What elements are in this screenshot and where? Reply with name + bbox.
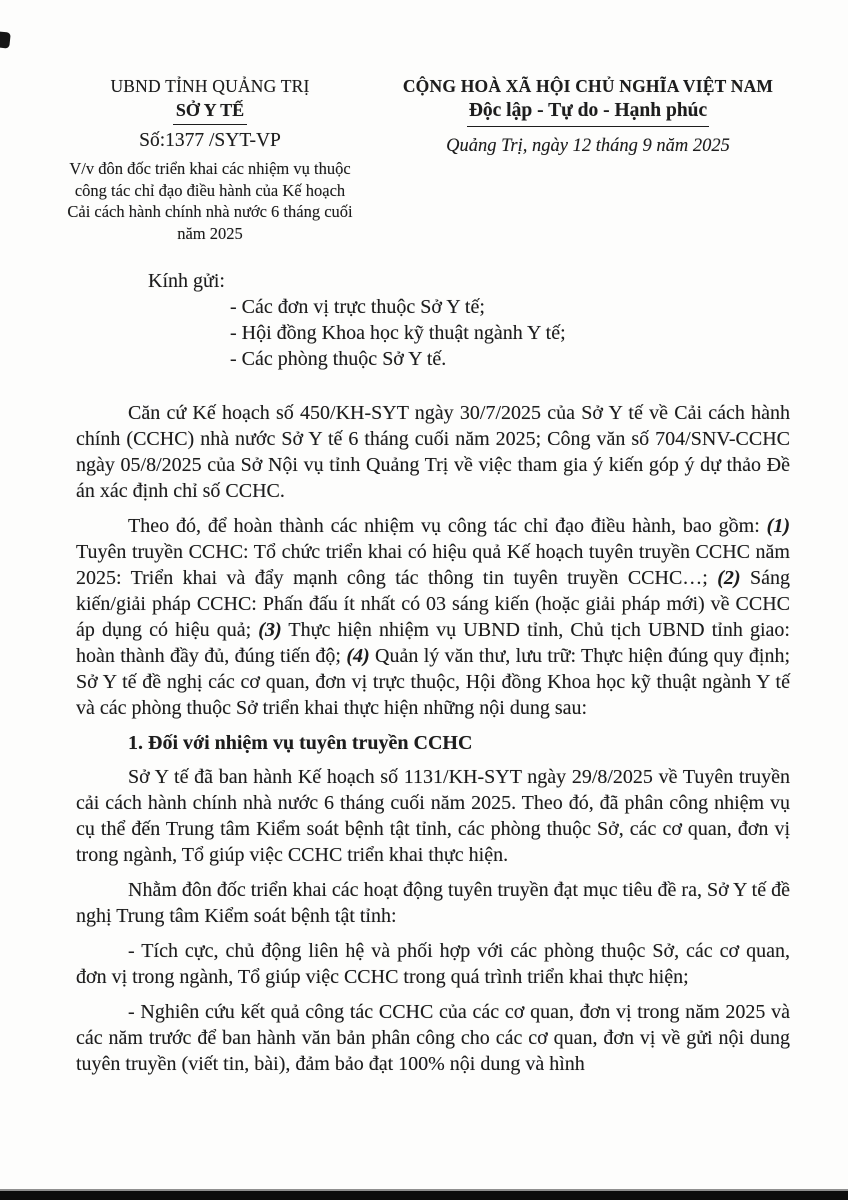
- para2-segment: Sáng kiến/giải pháp CCHC: Phấn đấu ít nhất có 03 sáng kiến (hoặc giải pháp mới) về CCHC áp dụng có hiệu quả;: [76, 567, 791, 641]
- recipient-list: [230, 294, 848, 372]
- para2-segment: Quản lý văn thư, lưu trữ: Thực hiện đúng quy định; Sở Y tế đề nghị các cơ quan, đơn vị trực thuộc, Hội đồng Khoa học kỹ thuật ngành Y tế và các phòng thuộc Sở triển khai thực hiện những nội dung sau:: [76, 645, 791, 719]
- para2-segment: Theo đó, để hoàn thành các nhiệm vụ công tác chỉ đạo điều hành, bao gồm:: [128, 515, 767, 537]
- para2-marker-4: (4): [346, 645, 370, 667]
- body-bullet-research: - Nghiên cứu kết quả công tác CCHC của các cơ quan, đơn vị trong năm 2025 và các năm trước để ban hành văn bản phân công cho các cơ quan, đơn vị về gửi nội dung tuyên truyền (viết tin, bài), đảm bảo đạt 100% nội dung và hình: [76, 1001, 790, 1075]
- body-paragraph-tasks-overview: [76, 513, 790, 721]
- country-title: CỘNG HOÀ XÃ HỘI CHỦ NGHĨA VIỆT NAM: [402, 76, 774, 96]
- body-bullet-coordination: - Tích cực, chủ động liên hệ và phối hợp với các phòng thuộc Sở, các cơ quan, đơn vị trong ngành, Tổ giúp việc CCHC trong quá trình triển khai thực hiện;: [76, 940, 790, 988]
- org-name: [64, 98, 356, 125]
- national-header-block: [384, 74, 792, 244]
- scan-edge-bottom: [0, 1189, 848, 1200]
- recipient-item: - Các phòng thuộc Sở Y tế.: [230, 348, 447, 370]
- issuing-agency-block: [64, 74, 356, 244]
- org-name-text: SỞ Y TẾ: [173, 98, 247, 125]
- para2-marker-2: (2): [717, 567, 741, 589]
- parent-org-name: UBND TỈNH QUẢNG TRỊ: [110, 76, 310, 96]
- body-paragraph-cdc-request: Nhằm đôn đốc triển khai các hoạt động tuyên truyền đạt mục tiêu đề ra, Sở Y tế đề nghị Trung tâm Kiểm soát bệnh tật tỉnh:: [76, 879, 790, 927]
- recipient-item: - Hội đồng Khoa học kỹ thuật ngành Y tế;: [230, 322, 566, 344]
- section-heading-1: 1. Đối với nhiệm vụ tuyên truyền CCHC: [128, 732, 473, 754]
- para2-segment: Thực hiện nhiệm vụ UBND tỉnh, Chủ tịch UBND tỉnh giao: hoàn thành đầy đủ, đúng tiến độ;: [76, 619, 790, 667]
- recipient-item: - Các đơn vị trực thuộc Sở Y tế;: [230, 296, 485, 318]
- document-subject: V/v đôn đốc triển khai các nhiệm vụ thuộc công tác chỉ đạo điều hành của Kế hoạch Cải cách hành chính nhà nước 6 tháng cuối năm 2025: [67, 159, 353, 243]
- body-paragraph-plan-1131: Sở Y tế đã ban hành Kế hoạch số 1131/KH-SYT ngày 29/8/2025 về Tuyên truyền cải cách hành chính nhà nước 6 tháng cuối năm 2025. Theo đó, đã phân công nhiệm vụ cụ thể đến Trung tâm Kiểm soát bệnh tật tỉnh, các phòng thuộc Sở, các cơ quan, đơn vị trong ngành, Tổ giúp việc CCHC triển khai thực hiện.: [76, 766, 790, 866]
- salutation-label: Kính gửi:: [148, 270, 225, 292]
- letter-body: [76, 400, 790, 1077]
- document-number: Số:1377 /SYT-VP: [139, 130, 281, 151]
- place-and-date: Quảng Trị, ngày 12 tháng 9 năm 2025: [446, 136, 730, 156]
- para2-marker-1: (1): [766, 515, 790, 537]
- letter-header: [0, 0, 848, 244]
- para2-marker-3: (3): [258, 619, 282, 641]
- scan-artifact-top-left: [0, 31, 11, 48]
- national-motto: [384, 98, 792, 127]
- body-paragraph-legal-basis: Căn cứ Kế hoạch số 450/KH-SYT ngày 30/7/2025 của Sở Y tế về Cải cách hành chính (CCHC) nhà nước Sở Y tế 6 tháng cuối năm 2025; Công văn số 704/SNV-CCHC ngày 05/8/2025 của Sở Nội vụ tỉnh Quảng Trị về việc tham gia ý kiến góp ý dự thảo Đề án xác định chỉ số CCHC.: [76, 402, 790, 502]
- para2-segment: Tuyên truyền CCHC: Tổ chức triển khai có hiệu quả Kế hoạch tuyên truyền CCHC năm 2025: Triển khai và đẩy mạnh công tác thông tin tuyên truyền CCHC…;: [76, 541, 790, 589]
- national-motto-text: Độc lập - Tự do - Hạnh phúc: [467, 98, 709, 127]
- salutation-block: [148, 268, 848, 372]
